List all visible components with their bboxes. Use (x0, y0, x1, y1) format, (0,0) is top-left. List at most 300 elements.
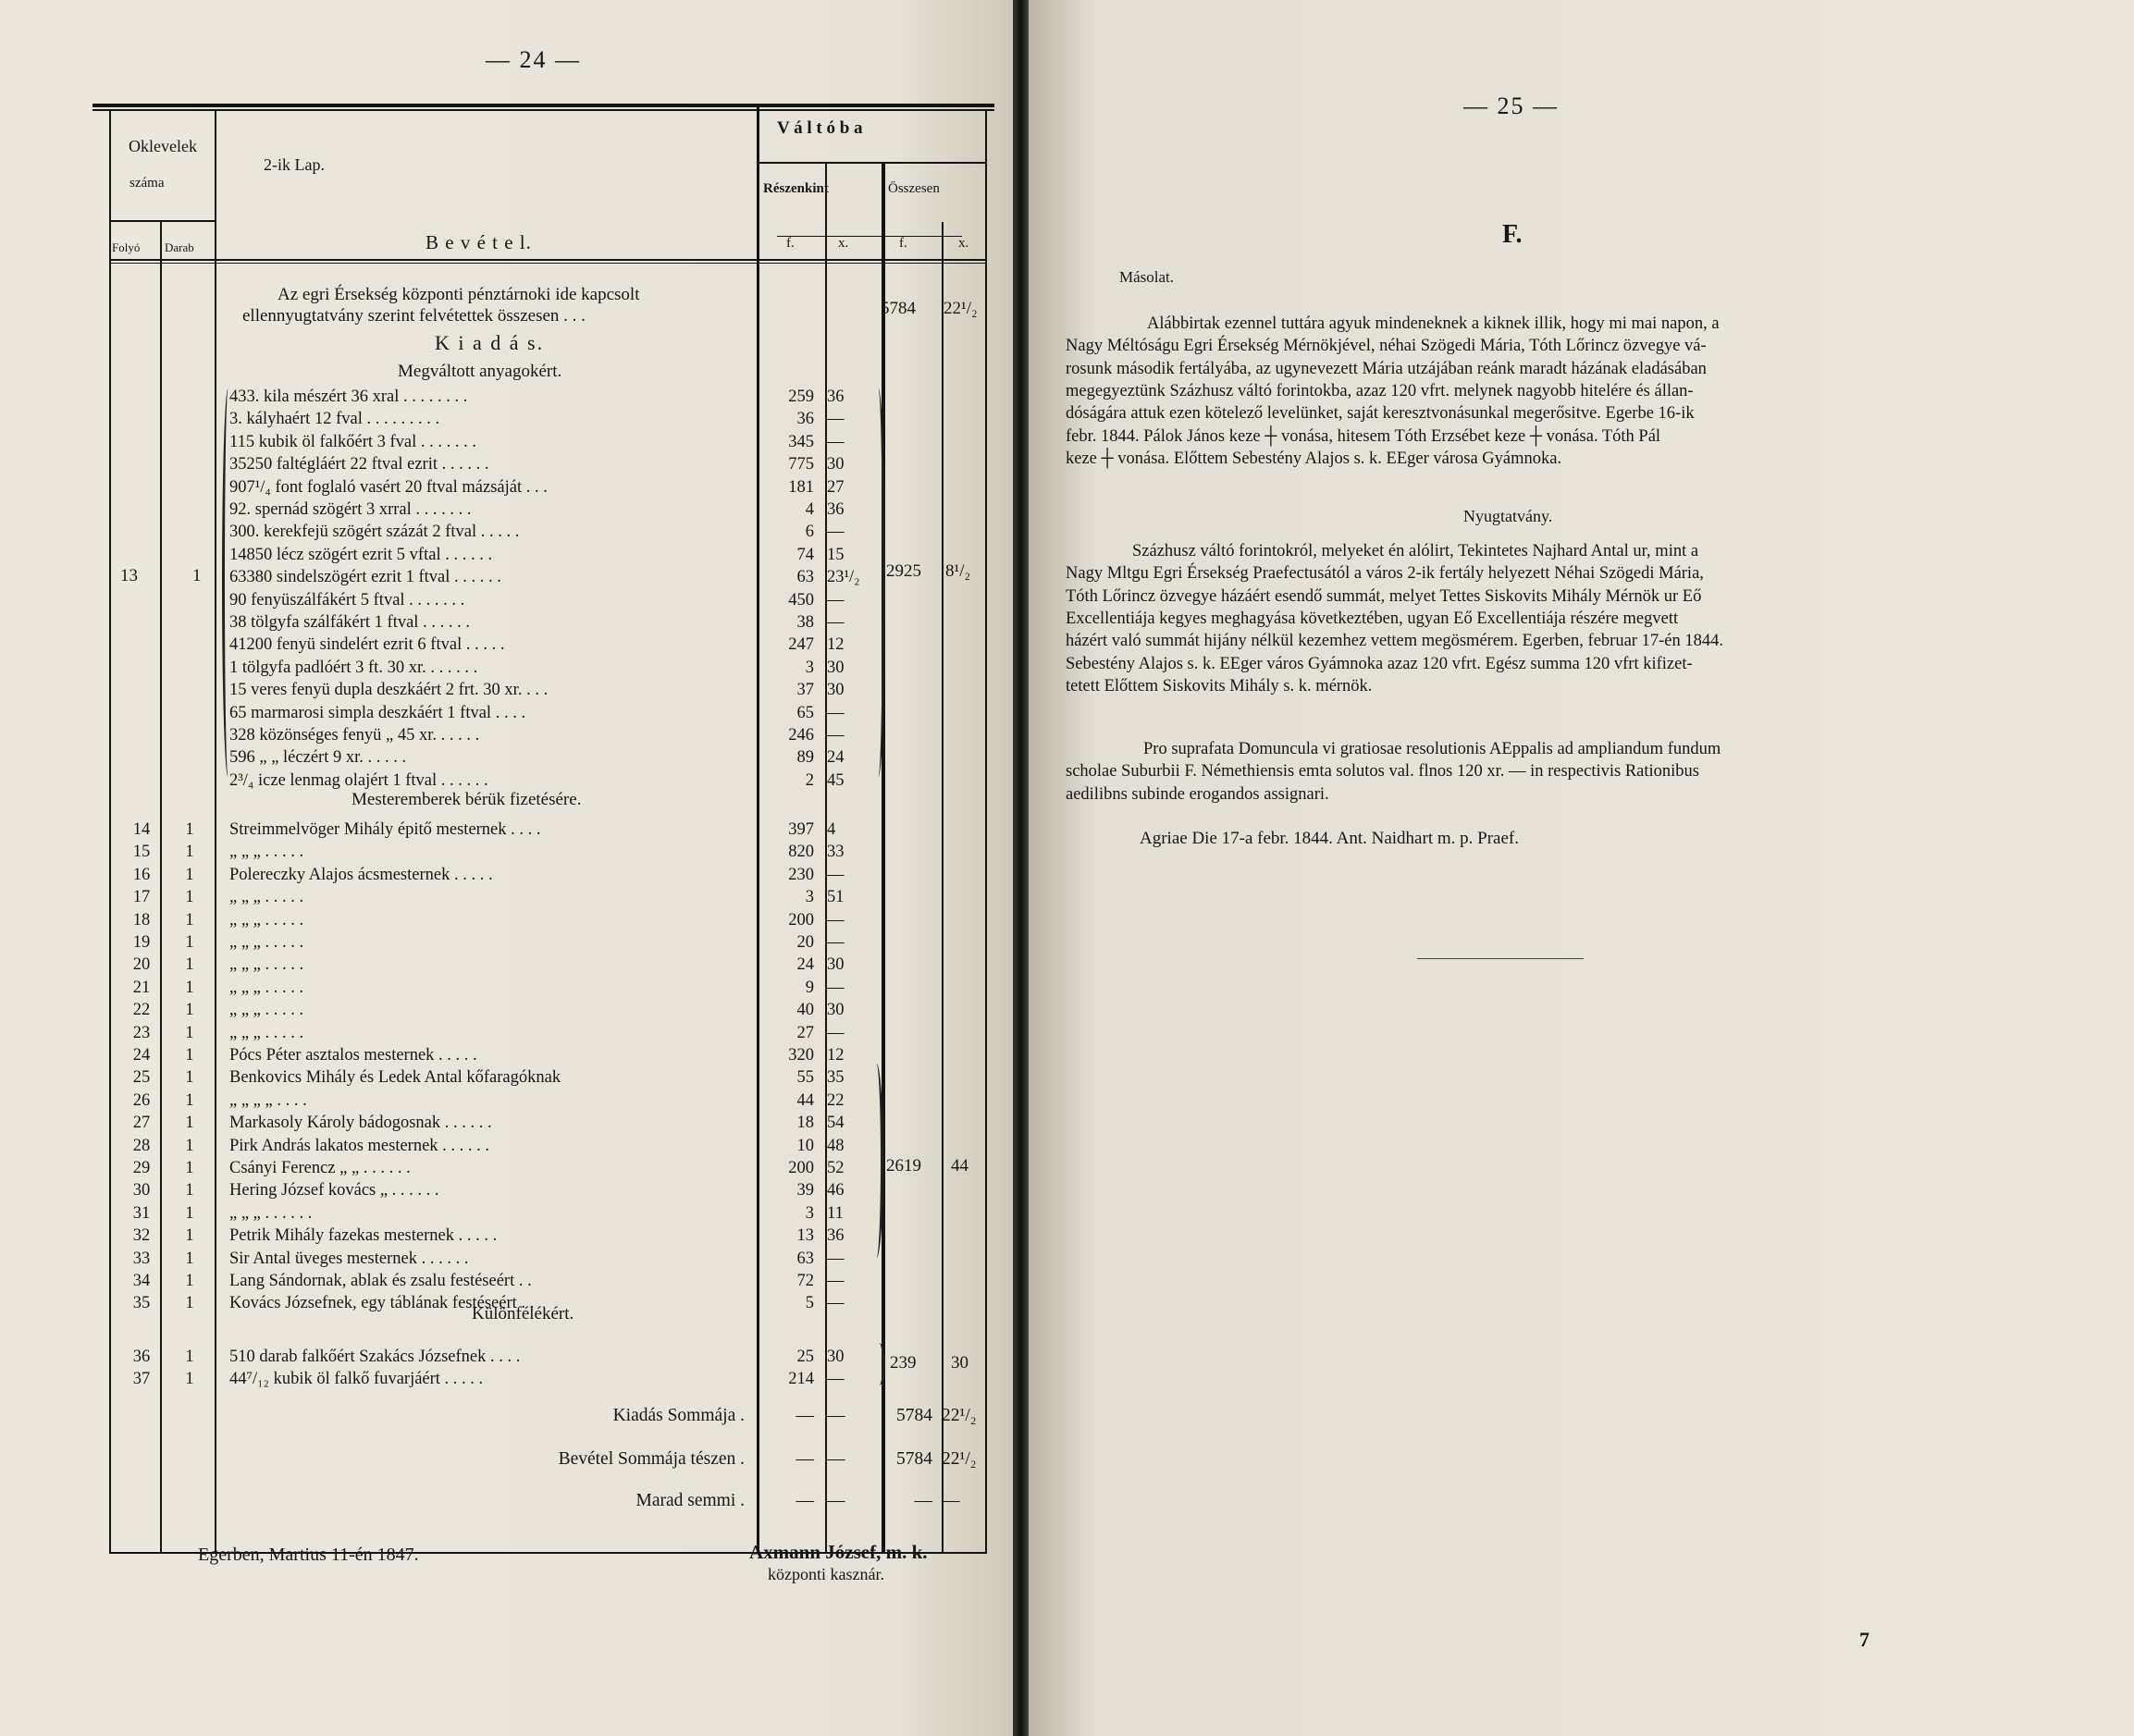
material-amount-x: 15 (827, 545, 845, 564)
material-amount-f: 345 (788, 432, 814, 451)
craft-row (0, 910, 1013, 930)
valtoba-header: V á l t ó b a (777, 118, 863, 138)
craft-row (0, 1203, 1013, 1224)
misc-folyo: 36 (132, 1348, 151, 1366)
f1-header: f. (786, 236, 795, 251)
closing-line: Agriae Die 17-a febr. 1844. Ant. Naidhart m. p. Praef. (1140, 829, 1519, 848)
place-date: Egerben, Martius 11-én 1847. (198, 1545, 419, 1565)
craft-amount-x: — (827, 1023, 845, 1042)
summary-f1: — (796, 1406, 814, 1425)
summary-row (0, 1449, 1013, 1470)
craft-amount-x: — (827, 1249, 845, 1268)
craft-row (0, 1249, 1013, 1269)
craft-darab: 1 (185, 1203, 194, 1223)
x1-header: x. (838, 236, 849, 251)
paragraph-line: scholae Suburbii F. Némethiensis emta solutos val. flnos 120 xr. — in respectivis Rationibus (1066, 762, 1700, 782)
masolat-label: Másolat. (1119, 268, 1175, 286)
paragraph-line: házért való summát hijány nélkül kezemhez vettem megösmérem. Egerben, februar 17-én 1844. (1066, 632, 1723, 651)
craft-amount-x: 22 (827, 1090, 845, 1110)
misc-amount-x: 30 (827, 1348, 845, 1366)
misc-total-f: 239 (890, 1353, 917, 1373)
material-desc: 300. kerekfejü szögért százát 2 ftval . . . . . (229, 523, 520, 542)
summary-row (0, 1406, 1013, 1426)
paragraph-line: aedilibns subinde erogandos assignari. (1066, 784, 1329, 804)
material-amount-f: 6 (805, 523, 814, 542)
summary-x2: 22¹/₂ (942, 1449, 977, 1469)
craft-darab: 1 (185, 888, 194, 907)
material-amount-x: — (827, 410, 845, 429)
material-amount-f: 37 (796, 681, 814, 700)
misc-row (0, 1347, 1013, 1367)
craft-desc: „ „ „ . . . . . (229, 1023, 304, 1042)
material-amount-f: 775 (788, 455, 814, 474)
craft-desc: Sir Antal üveges mesternek . . . . . . (229, 1249, 469, 1268)
material-amount-f: 65 (796, 703, 814, 722)
material-row (0, 522, 1013, 542)
craft-amount-x: 46 (827, 1181, 845, 1200)
craft-row (0, 978, 1013, 998)
summary-x1: — (827, 1406, 845, 1425)
material-desc: 38 tölgyfa szálfákért 1 ftval . . . . . . (229, 613, 470, 632)
craft-folyo: 18 (132, 910, 151, 930)
misc-darab: 1 (185, 1370, 194, 1389)
material-row (0, 590, 1013, 610)
material-desc: 41200 fenyü sindelért ezrit 6 ftval . . . . . (229, 635, 505, 655)
megvaltott-heading: Megváltott anyagokért. (398, 362, 562, 381)
craft-row (0, 1136, 1013, 1156)
x2-header: x. (958, 236, 969, 251)
material-desc: 63380 sindelszögért ezrit 1 ftval . . . . . . (229, 568, 501, 587)
craft-row (0, 1180, 1013, 1200)
material-amount-x: 36 (827, 388, 845, 406)
craft-folyo: 20 (132, 955, 151, 975)
craft-folyo: 28 (132, 1136, 151, 1155)
craft-amount-x: — (827, 1294, 845, 1313)
craft-desc: Petrik Mihály fazekas mesternek . . . . . (229, 1226, 498, 1246)
paragraph-line: Százhusz váltó forintokról, melyeket én alólirt, Tekintetes Najhard Antal ur, mint a (1132, 542, 1699, 560)
craft-darab: 1 (185, 1090, 194, 1110)
material-amount-x: 45 (827, 770, 845, 790)
misc-desc: 510 darab falkőért Szakács Józsefnek . . . . (229, 1348, 521, 1366)
mesteremberek-heading: Mesteremberek bérük fizetésére. (352, 790, 582, 809)
header-bottom-rule (109, 259, 985, 261)
summary-x2: 22¹/₂ (942, 1406, 977, 1425)
craft-amount-f: 3 (805, 1203, 814, 1223)
craft-desc: „ „ „ . . . . . (229, 888, 304, 907)
paragraph-line: Pro suprafata Domuncula vi gratiosae resolutionis AEppalis ad ampliandum fundum (1143, 740, 1721, 758)
craft-desc: Benkovics Mihály és Ledek Antal kőfaragóknak (229, 1068, 561, 1088)
material-amount-f: 4 (805, 500, 814, 519)
page-number-right: — 25 — (1463, 92, 1559, 119)
material-row (0, 612, 1013, 633)
material-amount-f: 74 (796, 545, 814, 564)
craft-desc: „ „ „ . . . . . (229, 955, 304, 975)
material-row (0, 499, 1013, 520)
right-page (1029, 0, 2134, 1736)
craft-amount-x: 51 (827, 888, 845, 907)
page-number-left: — 24 — (486, 46, 581, 73)
top-rule (93, 104, 994, 107)
fx-subrule (777, 236, 962, 237)
craft-amount-f: 10 (796, 1136, 814, 1155)
paragraph-line: febr. 1844. Pálok János keze ┼ vonása, hitesem Tóth Erzsébet keze ┼ vonása. Tóth Pál (1066, 426, 1661, 446)
material-row (0, 387, 1013, 407)
material-amount-x: 36 (827, 500, 845, 519)
craft-folyo: 32 (132, 1226, 151, 1246)
craft-darab: 1 (185, 978, 194, 997)
summary-x2: — (942, 1491, 960, 1510)
material-amount-f: 63 (796, 568, 814, 587)
craft-desc: Lang Sándornak, ablak és zsalu festéseért . . (229, 1272, 532, 1290)
material-amount-f: 259 (788, 388, 814, 406)
craft-row (0, 1090, 1013, 1111)
material-row (0, 545, 1013, 565)
material-desc: 15 veres fenyü dupla deszkáért 2 frt. 30 xr. . . . (229, 681, 549, 700)
craft-folyo: 24 (132, 1046, 151, 1065)
material-desc: 1 tölgyfa padlóért 3 ft. 30 xr. . . . . . . (229, 658, 478, 677)
paragraph-line: megegyeztünk Százhusz váltó forintokba, azaz 120 vfrt. melynek nagyobb hitelére és állan- (1066, 381, 1694, 400)
paragraph-line: keze ┼ vonása. Előttem Sebestény Alajos s. k. EEger városa Gyámnoka. (1066, 449, 1562, 468)
craft-row (0, 1158, 1013, 1178)
summary-x1: — (827, 1449, 845, 1469)
material-desc: 433. kila mészért 36 xral . . . . . . . . (229, 388, 468, 406)
material-amount-x: 23¹/₂ (827, 568, 860, 587)
material-amount-f: 3 (805, 658, 814, 677)
header-bottom-rule-thin (109, 263, 985, 264)
craft-amount-f: 230 (788, 865, 814, 884)
material-row (0, 680, 1013, 700)
reszenkint-header: Részenkint (763, 181, 829, 196)
misc-amount-x: — (827, 1370, 845, 1389)
craft-amount-f: 27 (796, 1023, 814, 1042)
material-row (0, 454, 1013, 474)
material-amount-x: — (827, 726, 845, 745)
craft-desc: Polereczky Alajos ácsmesternek . . . . . (229, 865, 493, 884)
material-row (0, 634, 1013, 655)
craft-darab: 1 (185, 1068, 194, 1088)
craft-amount-f: 44 (796, 1090, 814, 1110)
craft-folyo: 29 (132, 1159, 151, 1177)
craft-amount-x: — (827, 978, 845, 997)
craft-darab: 1 (185, 820, 194, 839)
material-row (0, 432, 1013, 452)
craft-folyo: 17 (132, 888, 151, 907)
f2-header: f. (899, 236, 907, 251)
craft-desc: Markasoly Károly bádogosnak . . . . . . (229, 1114, 492, 1133)
craft-darab: 1 (185, 1001, 194, 1020)
appendix-letter: F. (1502, 220, 1523, 249)
craft-folyo: 22 (132, 1001, 151, 1020)
craft-amount-f: 72 (796, 1272, 814, 1290)
materials-darab: 1 (192, 566, 202, 585)
material-desc: 907¹/₄ font foglaló vasért 20 ftval mázsáját . . . (229, 477, 548, 497)
summary-f2: — (914, 1491, 932, 1510)
craft-amount-x: 54 (827, 1114, 845, 1133)
craft-folyo: 15 (132, 843, 151, 862)
craft-row (0, 1271, 1013, 1291)
material-row (0, 658, 1013, 678)
craft-darab: 1 (185, 933, 194, 952)
summary-label: Bevétel Sommája tészen . (558, 1449, 745, 1469)
craft-amount-x: 33 (827, 843, 845, 862)
craft-desc: „ „ „ „ . . . . (229, 1090, 307, 1110)
craft-amount-f: 63 (796, 1249, 814, 1268)
material-amount-x: — (827, 613, 845, 632)
craft-desc: „ „ „ . . . . . (229, 910, 304, 930)
craft-amount-x: 30 (827, 955, 845, 975)
craft-amount-x: — (827, 865, 845, 884)
craft-desc: „ „ „ . . . . . (229, 843, 304, 862)
craft-folyo: 30 (132, 1181, 151, 1200)
craft-darab: 1 (185, 955, 194, 975)
material-row (0, 409, 1013, 429)
material-amount-x: 30 (827, 455, 845, 474)
materials-total-x: 8¹/₂ (945, 561, 971, 581)
paragraph-line: Tóth Lőrincz özvegye házáért esendő summát, melyet Tettes Siskovits Mihály Mérnök ur Eő (1066, 586, 1702, 606)
material-amount-x: 27 (827, 477, 845, 497)
craft-amount-f: 397 (788, 820, 814, 839)
intro-total-f: 5784 (881, 299, 916, 318)
summary-label: Marad semmi . (635, 1491, 745, 1510)
craft-folyo: 33 (132, 1249, 151, 1268)
craft-amount-f: 200 (788, 910, 814, 930)
craft-desc: „ „ „ . . . . . (229, 933, 304, 952)
bevetel-header: B e v é t e l. (426, 231, 532, 253)
craft-amount-f: 40 (796, 1001, 814, 1020)
misc-total-brace (873, 1343, 885, 1385)
craft-desc: Kovács Józsefnek, egy táblának festéseért . . (229, 1294, 535, 1313)
craft-amount-x: — (827, 933, 845, 952)
craft-darab: 1 (185, 1226, 194, 1246)
craft-amount-f: 820 (788, 843, 814, 862)
craft-amount-f: 5 (805, 1294, 814, 1313)
top-rule-thin (93, 109, 994, 111)
craft-amount-x: 52 (827, 1159, 845, 1177)
craft-amount-f: 24 (796, 955, 814, 975)
left-page (0, 0, 1013, 1736)
craft-row (0, 1023, 1013, 1043)
craft-row (0, 1113, 1013, 1133)
craft-desc: Pirk András lakatos mesternek . . . . . . (229, 1136, 490, 1155)
craft-darab: 1 (185, 910, 194, 930)
signature-mark: 7 (1859, 1628, 1869, 1651)
material-amount-x: 24 (827, 748, 845, 768)
paragraph-line: Nagy Méltóságu Egri Érsekség Mérnökjével, néhai Szögedi Mária, Tóth Lőrincz özvegye vá- (1066, 337, 1707, 356)
materials-total-brace (871, 388, 885, 777)
craft-folyo: 25 (132, 1068, 151, 1088)
misc-row (0, 1369, 1013, 1389)
craft-amount-f: 320 (788, 1046, 814, 1065)
material-amount-f: 246 (788, 726, 814, 745)
oklevel-subrule (109, 220, 215, 222)
craft-amount-x: — (827, 1272, 845, 1290)
summary-f1: — (796, 1449, 814, 1469)
craft-amount-f: 18 (796, 1114, 814, 1133)
craft-row (0, 887, 1013, 907)
craft-darab: 1 (185, 843, 194, 862)
material-desc: 65 marmarosi simpla deszkáért 1 ftval . . . . (229, 703, 526, 722)
paragraph-line: Alábbirtak ezennel tuttára agyuk mindeneknek a kiknek illik, hogy mi mai napon, a (1147, 314, 1720, 333)
crafts-total-brace (870, 1064, 883, 1258)
craft-amount-f: 13 (796, 1226, 814, 1246)
folyo-header: Folyó (112, 240, 141, 254)
craft-darab: 1 (185, 1136, 194, 1155)
craft-amount-f: 3 (805, 888, 814, 907)
craft-row (0, 1000, 1013, 1020)
misc-amount-f: 25 (796, 1348, 814, 1366)
material-amount-f: 450 (788, 590, 814, 609)
craft-amount-x: 11 (827, 1203, 844, 1223)
material-amount-x: — (827, 432, 845, 451)
closing-rule (1417, 958, 1584, 959)
misc-folyo: 37 (132, 1370, 151, 1389)
summary-f1: — (796, 1491, 814, 1510)
craft-darab: 1 (185, 1046, 194, 1065)
craft-darab: 1 (185, 865, 194, 884)
craft-row (0, 842, 1013, 862)
craft-darab: 1 (185, 1023, 194, 1042)
crafts-total-f: 2619 (886, 1156, 921, 1176)
material-row (0, 770, 1013, 791)
craft-folyo: 35 (132, 1294, 151, 1313)
signer-name: Axmann József, m. k. (749, 1541, 928, 1563)
misc-darab: 1 (185, 1348, 194, 1366)
craft-amount-x: — (827, 910, 845, 930)
kiadas-heading: K i a d á s. (435, 331, 545, 354)
summary-f2: 5784 (896, 1449, 932, 1469)
material-amount-f: 38 (796, 613, 814, 632)
craft-row (0, 819, 1013, 840)
material-amount-f: 89 (796, 748, 814, 768)
material-amount-x: 12 (827, 635, 845, 655)
valto-subrule (757, 162, 985, 164)
material-amount-x: — (827, 703, 845, 722)
craft-desc: „ „ „ . . . . . (229, 1001, 304, 1020)
material-amount-x: — (827, 590, 845, 609)
material-amount-x: 30 (827, 658, 845, 677)
craft-folyo: 34 (132, 1272, 151, 1290)
material-row (0, 477, 1013, 498)
craft-amount-f: 20 (796, 933, 814, 952)
material-desc: 92. spernád szögért 3 xrral . . . . . . . (229, 500, 472, 519)
paragraph-line: Excellentiája kegyes meghagyása következtében, ugyan Eő Excellentiája részére megvett (1066, 609, 1679, 628)
craft-amount-f: 200 (788, 1159, 814, 1177)
craft-amount-f: 55 (796, 1068, 814, 1088)
intro-line-1: Az egri Érsekség központi pénztárnoki ide kapcsolt (278, 285, 640, 304)
craft-row (0, 1045, 1013, 1065)
craft-darab: 1 (185, 1114, 194, 1133)
craft-row (0, 1225, 1013, 1246)
materials-brace (222, 388, 234, 777)
material-desc: 115 kubik öl falkőért 3 fval . . . . . . . (229, 432, 477, 451)
intro-line-2: ellennyugtatvány szerint felvétettek összesen . . . (242, 306, 586, 326)
misc-amount-f: 214 (788, 1370, 814, 1389)
paragraph-line: Nagy Mltgu Egri Érsekség Praefectusától a város 2-ik fertály helyezett Néhai Szögedi Mária, (1066, 564, 1704, 584)
craft-amount-x: 35 (827, 1068, 845, 1088)
material-amount-f: 247 (788, 635, 814, 655)
craft-darab: 1 (185, 1159, 194, 1177)
book-gutter (1013, 0, 1029, 1736)
craft-amount-f: 9 (805, 978, 814, 997)
craft-folyo: 21 (132, 978, 151, 997)
material-desc: 90 fenyüszálfákért 5 ftval . . . . . . . (229, 590, 465, 609)
material-row (0, 567, 1013, 587)
craft-folyo: 14 (132, 820, 151, 839)
summary-row (0, 1491, 1013, 1511)
craft-darab: 1 (185, 1272, 194, 1290)
material-desc: 2³/₄ icze lenmag olajért 1 ftval . . . . . . (229, 770, 488, 790)
craft-folyo: 26 (132, 1090, 151, 1110)
material-amount-f: 36 (796, 410, 814, 429)
misc-desc: 44⁷/₁₂ kubik öl falkő fuvarjáért . . . . . (229, 1370, 484, 1389)
craft-desc: Streimmelvöger Mihály épitő mesternek . . . . (229, 820, 541, 839)
craft-row (0, 1067, 1013, 1088)
craft-folyo: 27 (132, 1114, 151, 1133)
material-desc: 328 közönséges fenyü „ 45 xr. . . . . . (229, 726, 480, 745)
darab-header: Darab (165, 240, 194, 254)
craft-folyo: 23 (132, 1023, 151, 1042)
oklevelek-sub: száma (130, 176, 165, 191)
craft-desc: Pócs Péter asztalos mesternek . . . . . (229, 1046, 477, 1065)
materials-total-f: 2925 (886, 561, 921, 581)
paragraph-line: tetett Előttem Siskovits Mihály s. k. mérnök. (1066, 676, 1373, 696)
craft-row (0, 865, 1013, 885)
material-desc: 35250 faltégláért 22 ftval ezrit . . . . . . (229, 455, 489, 474)
craft-desc: Csányi Ferencz „ „ . . . . . . (229, 1159, 411, 1177)
craft-folyo: 19 (132, 933, 151, 952)
crafts-total-x: 44 (951, 1156, 968, 1176)
craft-row (0, 932, 1013, 953)
material-amount-f: 181 (788, 477, 814, 497)
craft-desc: Hering József kovács „ . . . . . . (229, 1181, 439, 1200)
craft-darab: 1 (185, 1294, 194, 1313)
craft-amount-x: 36 (827, 1226, 845, 1246)
paragraph-line: rosunk második fertályába, az ugynevezett Mária utzájában reánk maradt házának eladásában (1066, 359, 1707, 378)
craft-darab: 1 (185, 1181, 194, 1200)
materials-folyo: 13 (120, 566, 138, 585)
misc-total-x: 30 (951, 1353, 968, 1373)
craft-darab: 1 (185, 1249, 194, 1268)
craft-amount-f: 39 (796, 1181, 814, 1200)
material-amount-f: 2 (805, 770, 814, 790)
kulonfelek-heading: Különfélékért. (472, 1304, 574, 1324)
material-row (0, 725, 1013, 745)
craft-amount-x: 12 (827, 1046, 845, 1065)
material-amount-x: 30 (827, 681, 845, 700)
craft-folyo: 31 (132, 1203, 151, 1223)
material-desc: 14850 lécz szögért ezrit 5 vftal . . . . . . (229, 545, 493, 564)
osszesen-header: Összesen (888, 181, 940, 196)
paragraph-line: dóságára attuk ezen kötelező levelünket, saját keresztvonásunkal megerősitve. Egerbe 16-ik (1066, 404, 1695, 424)
material-row (0, 703, 1013, 723)
lap-header: 2-ik Lap. (264, 155, 325, 174)
nyugtatvany-heading: Nyugtatvány. (1463, 507, 1553, 525)
material-row (0, 747, 1013, 768)
craft-amount-x: 4 (827, 820, 836, 839)
material-desc: 3. kályhaért 12 fval . . . . . . . . . (229, 410, 440, 429)
material-amount-x: — (827, 523, 845, 542)
summary-label: Kiadás Sommája . (612, 1406, 745, 1425)
craft-desc: „ „ „ . . . . . . (229, 1203, 313, 1223)
summary-f2: 5784 (896, 1406, 932, 1425)
paragraph-line: Sebestény Alajos s. k. EEger város Gyámnoka azaz 120 vfrt. Egész summa 120 vfrt kifizet- (1066, 654, 1693, 673)
summary-x1: — (827, 1491, 845, 1510)
craft-folyo: 16 (132, 865, 151, 884)
intro-total-x: 22¹/₂ (944, 299, 978, 318)
craft-row (0, 954, 1013, 975)
craft-amount-x: 30 (827, 1001, 845, 1020)
signer-title: központi kasznár. (768, 1565, 884, 1583)
